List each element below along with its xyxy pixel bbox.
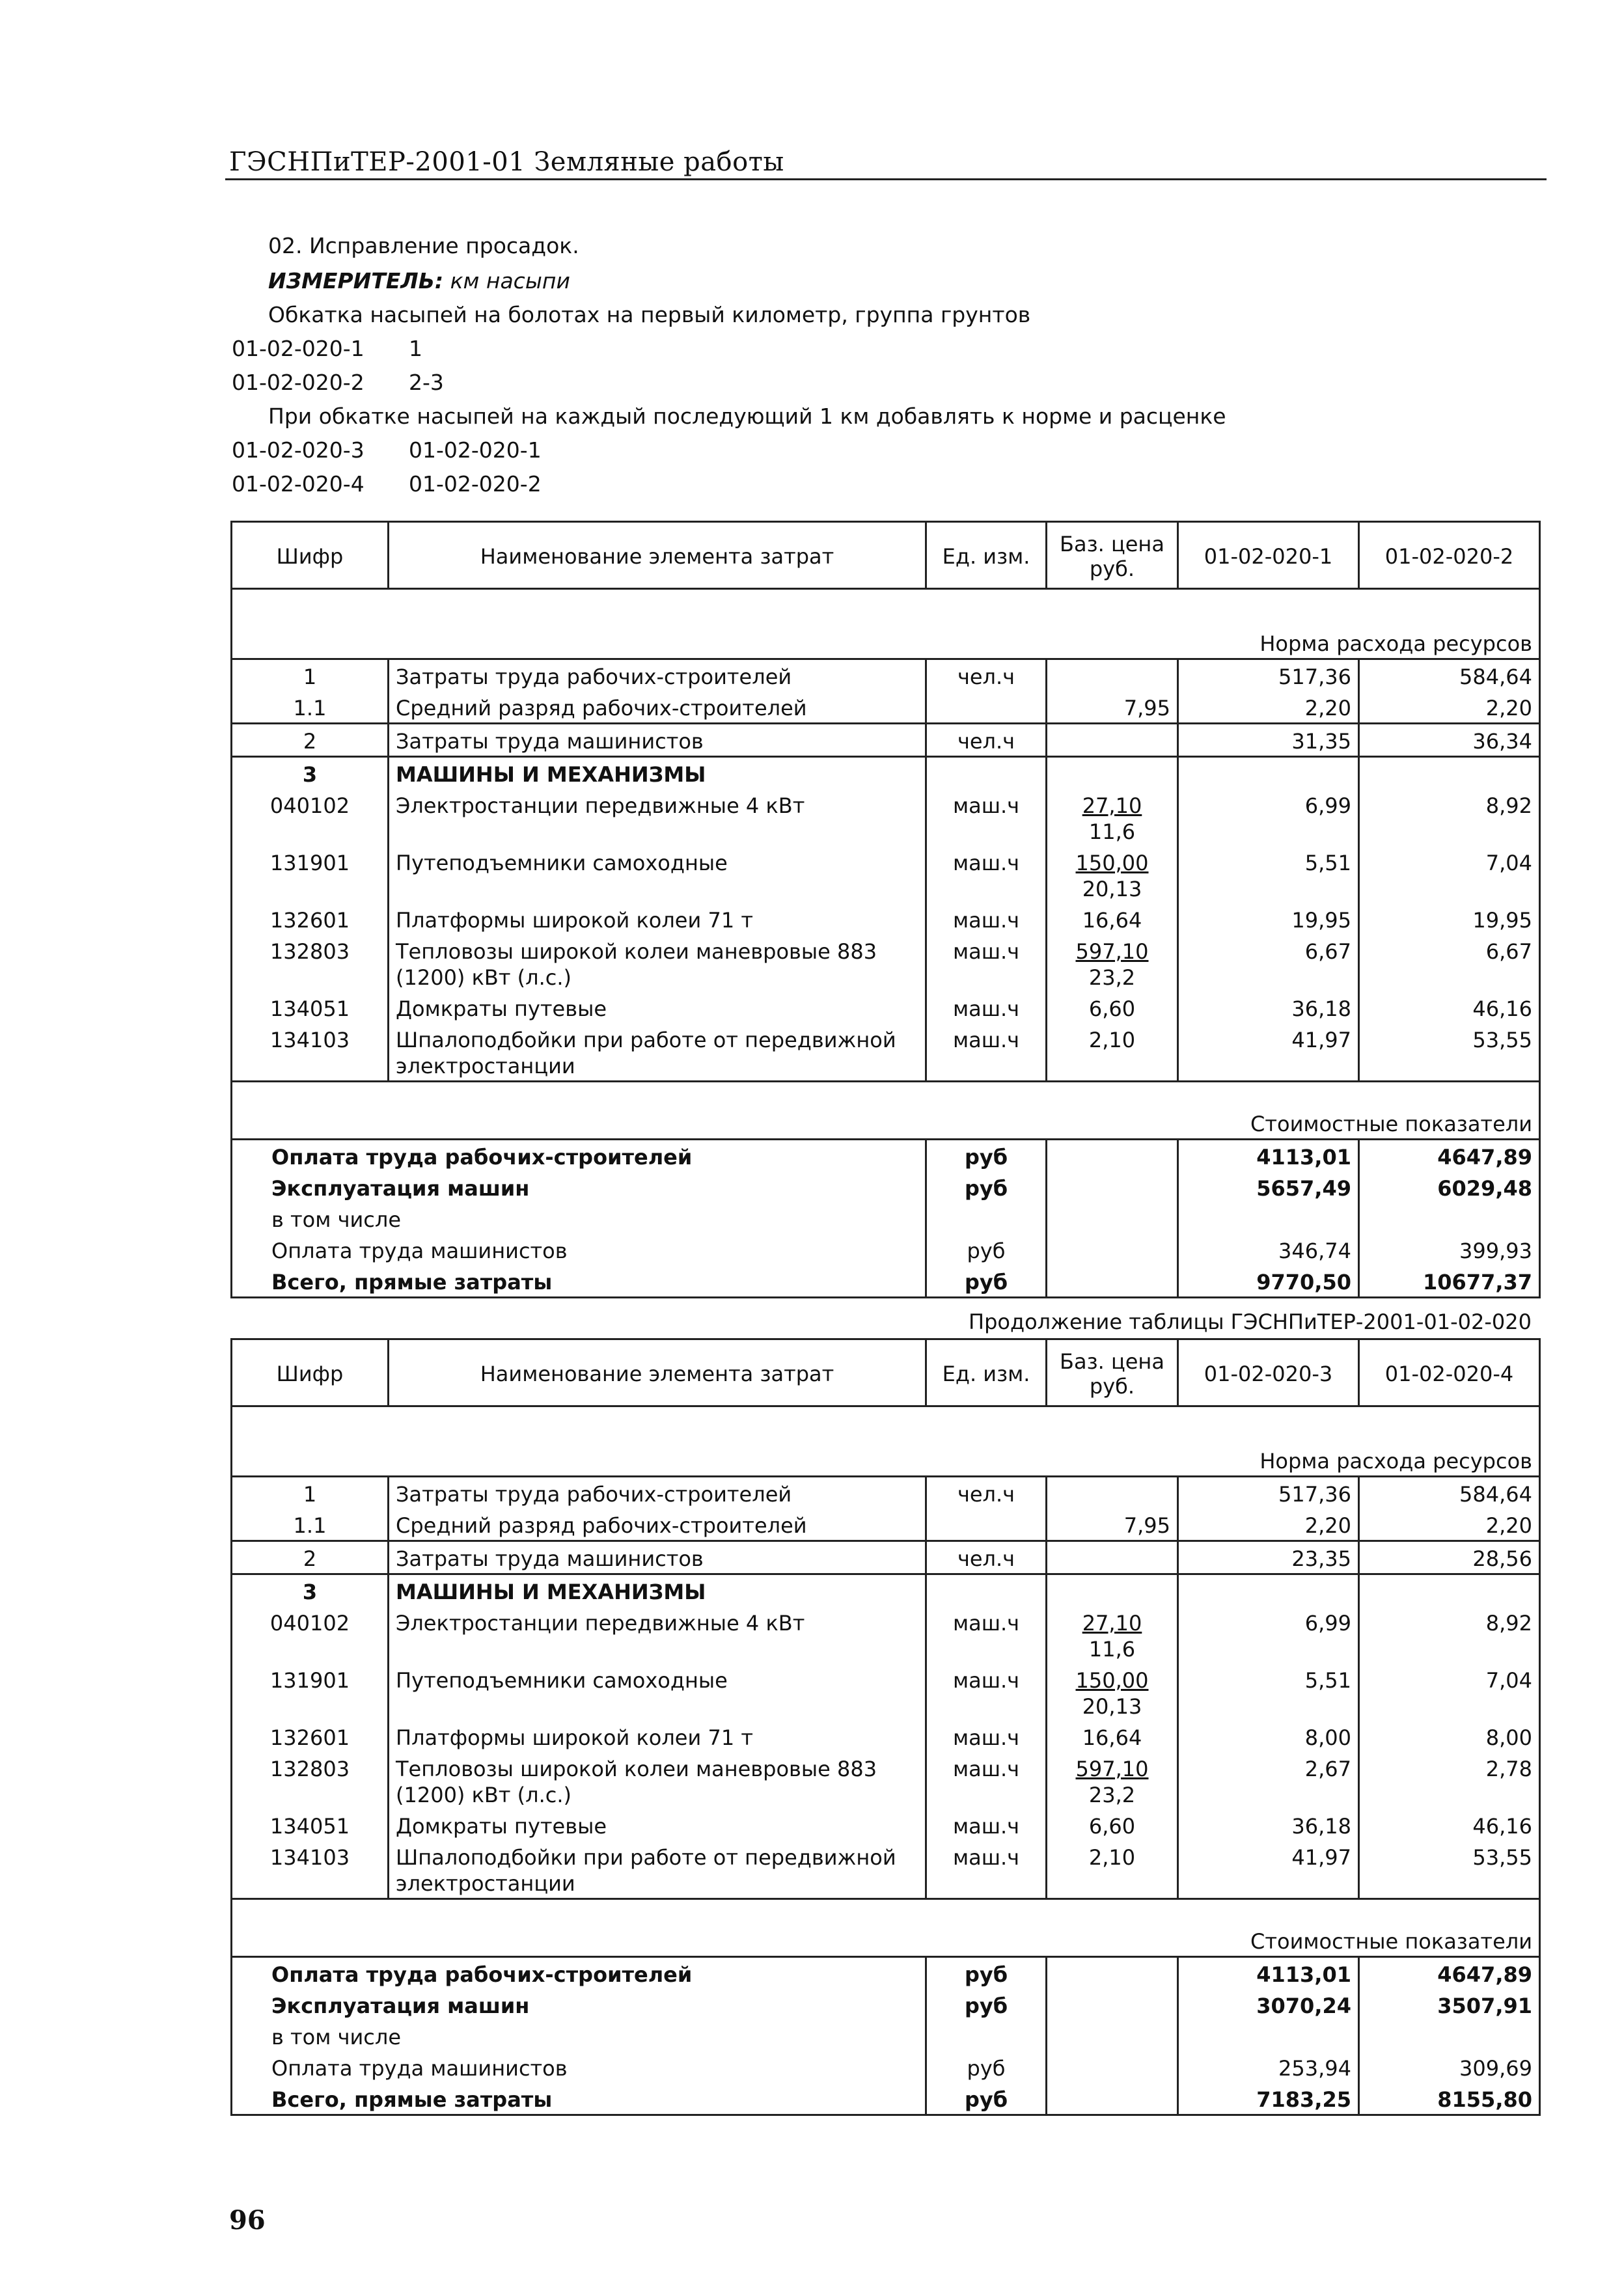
- row-price: 27,10 11,6: [1047, 1606, 1178, 1664]
- code-line-3-value: 01-02-020-1: [409, 437, 542, 463]
- continuation-title: Продолжение таблицы ГЭСНПиТЕР-2001-01-02-020: [969, 1309, 1532, 1334]
- cost-row: [232, 1234, 1540, 1265]
- table-row: [232, 789, 1540, 846]
- table-row: [232, 935, 1540, 992]
- row-name: Электростанции передвижные 4 кВт: [389, 1606, 926, 1664]
- row-name: Средний разряд рабочих-строителей: [389, 691, 926, 724]
- row-name: Тепловозы широкой колеи маневровые 883 (1200) кВт (л.с.): [389, 935, 926, 992]
- row-value-2: 584,64: [1359, 1476, 1540, 1509]
- row-price: [1047, 659, 1178, 691]
- row-unit: [926, 691, 1047, 724]
- row-value-1: 36,18: [1178, 1809, 1359, 1841]
- col-header-unit: Ед. изм.: [926, 1339, 1047, 1406]
- section-row-machines: [232, 756, 1540, 789]
- row-price: 150,00 20,13: [1047, 846, 1178, 903]
- cost-value-1: 3070,24: [1178, 1989, 1359, 2020]
- row-value-2: 53,55: [1359, 1841, 1540, 1899]
- work-description-2: При обкатке насыпей на каждый последующий 1 км добавлять к норме и расценке: [268, 404, 1226, 429]
- row-name: Платформы широкой колеи 71 т: [389, 1721, 926, 1752]
- row-unit: чел.ч: [926, 659, 1047, 691]
- row-value-2: 2,20: [1359, 691, 1540, 724]
- row-unit: маш.ч: [926, 846, 1047, 903]
- row-code: 2: [232, 723, 389, 756]
- cost-name: Эксплуатация машин: [232, 1989, 926, 2020]
- cost-name: Эксплуатация машин: [232, 1172, 926, 1203]
- row-unit: маш.ч: [926, 935, 1047, 992]
- table-row: [232, 1721, 1540, 1752]
- cost-unit: руб: [926, 1957, 1047, 1990]
- row-value-1: 6,99: [1178, 789, 1359, 846]
- row-value-1: 19,95: [1178, 903, 1359, 935]
- resource-table-1: [230, 521, 1541, 1298]
- row-price: [1047, 1541, 1178, 1574]
- table-row: [232, 723, 1540, 756]
- cost-value-1: 253,94: [1178, 2051, 1359, 2083]
- row-value-2: 2,20: [1359, 1509, 1540, 1541]
- row-value-2: 19,95: [1359, 903, 1540, 935]
- norm-label-row: [232, 1444, 1540, 1477]
- row-code: 1.1: [232, 691, 389, 724]
- row-value-1: 517,36: [1178, 1476, 1359, 1509]
- row-unit: маш.ч: [926, 1606, 1047, 1664]
- cost-row-total: [232, 1265, 1540, 1298]
- cost-name: Всего, прямые затраты: [232, 2083, 926, 2115]
- resource-table-2: [230, 1338, 1541, 2116]
- cost-unit: руб: [926, 2083, 1047, 2115]
- row-code: 040102: [232, 1606, 389, 1664]
- row-unit: маш.ч: [926, 1809, 1047, 1841]
- cost-name: Оплата труда машинистов: [232, 1234, 926, 1265]
- col-header-name: Наименование элемента затрат: [389, 522, 926, 589]
- row-code: 132601: [232, 903, 389, 935]
- row-value-1: 41,97: [1178, 1841, 1359, 1899]
- cost-row-total: [232, 2083, 1540, 2115]
- col-header-price: Баз. цена руб.: [1047, 522, 1178, 589]
- row-price: 6,60: [1047, 1809, 1178, 1841]
- row-code: 134103: [232, 1841, 389, 1899]
- row-value-1: 8,00: [1178, 1721, 1359, 1752]
- cost-name: Оплата труда рабочих-строителей: [232, 1140, 926, 1172]
- cost-unit: руб: [926, 1989, 1047, 2020]
- table-row: [232, 846, 1540, 903]
- cost-value-1: 5657,49: [1178, 1172, 1359, 1203]
- row-value-2: 46,16: [1359, 992, 1540, 1023]
- row-code: 134051: [232, 1809, 389, 1841]
- row-name: Домкраты путевые: [389, 992, 926, 1023]
- cost-row: [232, 1203, 1540, 1234]
- spacer-row: [232, 1898, 1540, 1925]
- col-header-rate-1: 01-02-020-1: [1178, 522, 1359, 589]
- page-number: 96: [229, 2205, 266, 2236]
- row-name: Затраты труда машинистов: [389, 723, 926, 756]
- row-name: Платформы широкой колеи 71 т: [389, 903, 926, 935]
- code-line-1-value: 1: [409, 336, 422, 361]
- col-header-rate-3: 01-02-020-3: [1178, 1339, 1359, 1406]
- cost-value-2: 4647,89: [1359, 1957, 1540, 1990]
- row-price: 16,64: [1047, 1721, 1178, 1752]
- row-price: 27,10 11,6: [1047, 789, 1178, 846]
- row-name: Путеподъемники самоходные: [389, 846, 926, 903]
- code-line-2-code: 01-02-020-2: [232, 370, 365, 395]
- cost-value-2: 309,69: [1359, 2051, 1540, 2083]
- row-value-1: 517,36: [1178, 659, 1359, 691]
- col-header-rate-4: 01-02-020-4: [1359, 1339, 1540, 1406]
- cost-unit: руб: [926, 2051, 1047, 2083]
- row-value-1: 23,35: [1178, 1541, 1359, 1574]
- table-row: [232, 1809, 1540, 1841]
- row-value-1: 6,67: [1178, 935, 1359, 992]
- code-line-4-code: 01-02-020-4: [232, 471, 365, 497]
- row-price: 2,10: [1047, 1841, 1178, 1899]
- table-row: [232, 1541, 1540, 1574]
- cost-label: Стоимостные показатели: [232, 1107, 1540, 1140]
- section-title: МАШИНЫ И МЕХАНИЗМЫ: [389, 1574, 926, 1606]
- cost-row: [232, 1172, 1540, 1203]
- row-name: Затраты труда рабочих-строителей: [389, 1476, 926, 1509]
- cost-value-1: 7183,25: [1178, 2083, 1359, 2115]
- work-description-1: Обкатка насыпей на болотах на первый километр, группа грунтов: [268, 302, 1031, 327]
- table-row: [232, 1841, 1540, 1899]
- cost-value-1: 9770,50: [1178, 1265, 1359, 1298]
- row-unit: маш.ч: [926, 1023, 1047, 1082]
- meter-label: ИЗМЕРИТЕЛЬ:: [268, 268, 444, 294]
- section-row-machines: [232, 1574, 1540, 1606]
- row-price: [1047, 1476, 1178, 1509]
- row-unit: чел.ч: [926, 1476, 1047, 1509]
- row-code: 134103: [232, 1023, 389, 1082]
- cost-value-2: 4647,89: [1359, 1140, 1540, 1172]
- cost-unit: руб: [926, 1172, 1047, 1203]
- row-unit: чел.ч: [926, 723, 1047, 756]
- norm-label-row: [232, 627, 1540, 659]
- row-unit: маш.ч: [926, 1664, 1047, 1721]
- row-price: 16,64: [1047, 903, 1178, 935]
- cost-name: в том числе: [232, 2020, 926, 2051]
- col-header-code: Шифр: [232, 522, 389, 589]
- row-value-2: 28,56: [1359, 1541, 1540, 1574]
- row-unit: маш.ч: [926, 992, 1047, 1023]
- row-value-2: 7,04: [1359, 846, 1540, 903]
- code-line-2-value: 2-3: [409, 370, 444, 395]
- row-code: 132803: [232, 1752, 389, 1809]
- section-title: 02. Исправление просадок.: [268, 233, 579, 258]
- cost-row: [232, 1957, 1540, 1990]
- row-value-1: 2,20: [1178, 1509, 1359, 1541]
- row-code: 131901: [232, 846, 389, 903]
- cost-name: Оплата труда рабочих-строителей: [232, 1957, 926, 1990]
- row-price: [1047, 723, 1178, 756]
- table-row: [232, 691, 1540, 724]
- header-rule: [225, 178, 1547, 180]
- row-value-1: 31,35: [1178, 723, 1359, 756]
- row-unit: маш.ч: [926, 1841, 1047, 1899]
- cost-row: [232, 2051, 1540, 2083]
- cost-label: Стоимостные показатели: [232, 1925, 1540, 1957]
- section-title: МАШИНЫ И МЕХАНИЗМЫ: [389, 756, 926, 789]
- code-line-1-code: 01-02-020-1: [232, 336, 365, 361]
- cost-unit: руб: [926, 1265, 1047, 1298]
- table-row: [232, 1476, 1540, 1509]
- row-code: 132803: [232, 935, 389, 992]
- row-unit: маш.ч: [926, 1752, 1047, 1809]
- table-row: [232, 1752, 1540, 1809]
- row-unit: маш.ч: [926, 789, 1047, 846]
- row-name: Шпалоподбойки при работе от передвижной электростанции: [389, 1023, 926, 1082]
- row-value-2: 8,00: [1359, 1721, 1540, 1752]
- norm-label: Норма расхода ресурсов: [232, 1444, 1540, 1477]
- row-value-1: 2,20: [1178, 691, 1359, 724]
- col-header-name: Наименование элемента затрат: [389, 1339, 926, 1406]
- row-value-2: 53,55: [1359, 1023, 1540, 1082]
- cost-row: [232, 2020, 1540, 2051]
- cost-value-1: 4113,01: [1178, 1957, 1359, 1990]
- row-name: Шпалоподбойки при работе от передвижной электростанции: [389, 1841, 926, 1899]
- cost-unit: руб: [926, 1234, 1047, 1265]
- row-value-2: 7,04: [1359, 1664, 1540, 1721]
- row-code: 2: [232, 1541, 389, 1574]
- cost-value-2: 6029,48: [1359, 1172, 1540, 1203]
- col-header-rate-2: 01-02-020-2: [1359, 522, 1540, 589]
- section-code: 3: [232, 756, 389, 789]
- spacer-row: [232, 1081, 1540, 1107]
- table-row: [232, 992, 1540, 1023]
- cost-name: Оплата труда машинистов: [232, 2051, 926, 2083]
- row-code: 1: [232, 659, 389, 691]
- row-name: Электростанции передвижные 4 кВт: [389, 789, 926, 846]
- meter-value: км насыпи: [450, 268, 570, 294]
- col-header-code: Шифр: [232, 1339, 389, 1406]
- cost-row: [232, 1140, 1540, 1172]
- row-price: 6,60: [1047, 992, 1178, 1023]
- cost-value-1: 346,74: [1178, 1234, 1359, 1265]
- row-code: 131901: [232, 1664, 389, 1721]
- row-value-2: 36,34: [1359, 723, 1540, 756]
- row-value-2: 2,78: [1359, 1752, 1540, 1809]
- row-unit: маш.ч: [926, 1721, 1047, 1752]
- row-name: Затраты труда рабочих-строителей: [389, 659, 926, 691]
- cost-name: Всего, прямые затраты: [232, 1265, 926, 1298]
- table-row: [232, 1509, 1540, 1541]
- row-value-1: 41,97: [1178, 1023, 1359, 1082]
- row-price: 2,10: [1047, 1023, 1178, 1082]
- table-row: [232, 1664, 1540, 1721]
- row-code: 1: [232, 1476, 389, 1509]
- table-row: [232, 1606, 1540, 1664]
- row-unit: маш.ч: [926, 903, 1047, 935]
- row-value-2: 8,92: [1359, 789, 1540, 846]
- row-value-1: 36,18: [1178, 992, 1359, 1023]
- row-value-1: 6,99: [1178, 1606, 1359, 1664]
- table-header-row: [232, 522, 1540, 589]
- row-price: 7,95: [1047, 691, 1178, 724]
- row-name: Домкраты путевые: [389, 1809, 926, 1841]
- cost-label-row: [232, 1925, 1540, 1957]
- row-name: Затраты труда машинистов: [389, 1541, 926, 1574]
- col-header-unit: Ед. изм.: [926, 522, 1047, 589]
- cost-value-2: 8155,80: [1359, 2083, 1540, 2115]
- row-unit: [926, 1509, 1047, 1541]
- page-header-title: ГЭСНПиТЕР-2001-01 Земляные работы: [229, 147, 784, 177]
- cost-label-row: [232, 1107, 1540, 1140]
- row-value-1: 2,67: [1178, 1752, 1359, 1809]
- cost-value-2: 3507,91: [1359, 1989, 1540, 2020]
- row-value-2: 8,92: [1359, 1606, 1540, 1664]
- row-value-1: 5,51: [1178, 846, 1359, 903]
- code-line-4-value: 01-02-020-2: [409, 471, 542, 497]
- row-value-1: 5,51: [1178, 1664, 1359, 1721]
- cost-value-1: 4113,01: [1178, 1140, 1359, 1172]
- row-price: 597,10 23,2: [1047, 935, 1178, 992]
- cost-unit: руб: [926, 1140, 1047, 1172]
- section-code: 3: [232, 1574, 389, 1606]
- cost-value-2: 10677,37: [1359, 1265, 1540, 1298]
- cost-value-2: 399,93: [1359, 1234, 1540, 1265]
- code-line-3-code: 01-02-020-3: [232, 437, 365, 463]
- row-code: 132601: [232, 1721, 389, 1752]
- row-code: 1.1: [232, 1509, 389, 1541]
- cost-row: [232, 1989, 1540, 2020]
- col-header-price: Баз. цена руб.: [1047, 1339, 1178, 1406]
- meter-line: [268, 268, 570, 294]
- table-row: [232, 903, 1540, 935]
- table-row: [232, 1023, 1540, 1082]
- norm-label: Норма расхода ресурсов: [232, 627, 1540, 659]
- row-code: 040102: [232, 789, 389, 846]
- row-value-2: 584,64: [1359, 659, 1540, 691]
- spacer-row: [232, 589, 1540, 627]
- table-header-row: [232, 1339, 1540, 1406]
- cost-name: в том числе: [232, 1203, 926, 1234]
- spacer-row: [232, 1406, 1540, 1444]
- row-unit: чел.ч: [926, 1541, 1047, 1574]
- row-code: 134051: [232, 992, 389, 1023]
- row-name: Средний разряд рабочих-строителей: [389, 1509, 926, 1541]
- row-price: 150,00 20,13: [1047, 1664, 1178, 1721]
- row-value-2: 46,16: [1359, 1809, 1540, 1841]
- row-name: Тепловозы широкой колеи маневровые 883 (1200) кВт (л.с.): [389, 1752, 926, 1809]
- row-price: 7,95: [1047, 1509, 1178, 1541]
- row-price: 597,10 23,2: [1047, 1752, 1178, 1809]
- table-row: [232, 659, 1540, 691]
- row-name: Путеподъемники самоходные: [389, 1664, 926, 1721]
- row-value-2: 6,67: [1359, 935, 1540, 992]
